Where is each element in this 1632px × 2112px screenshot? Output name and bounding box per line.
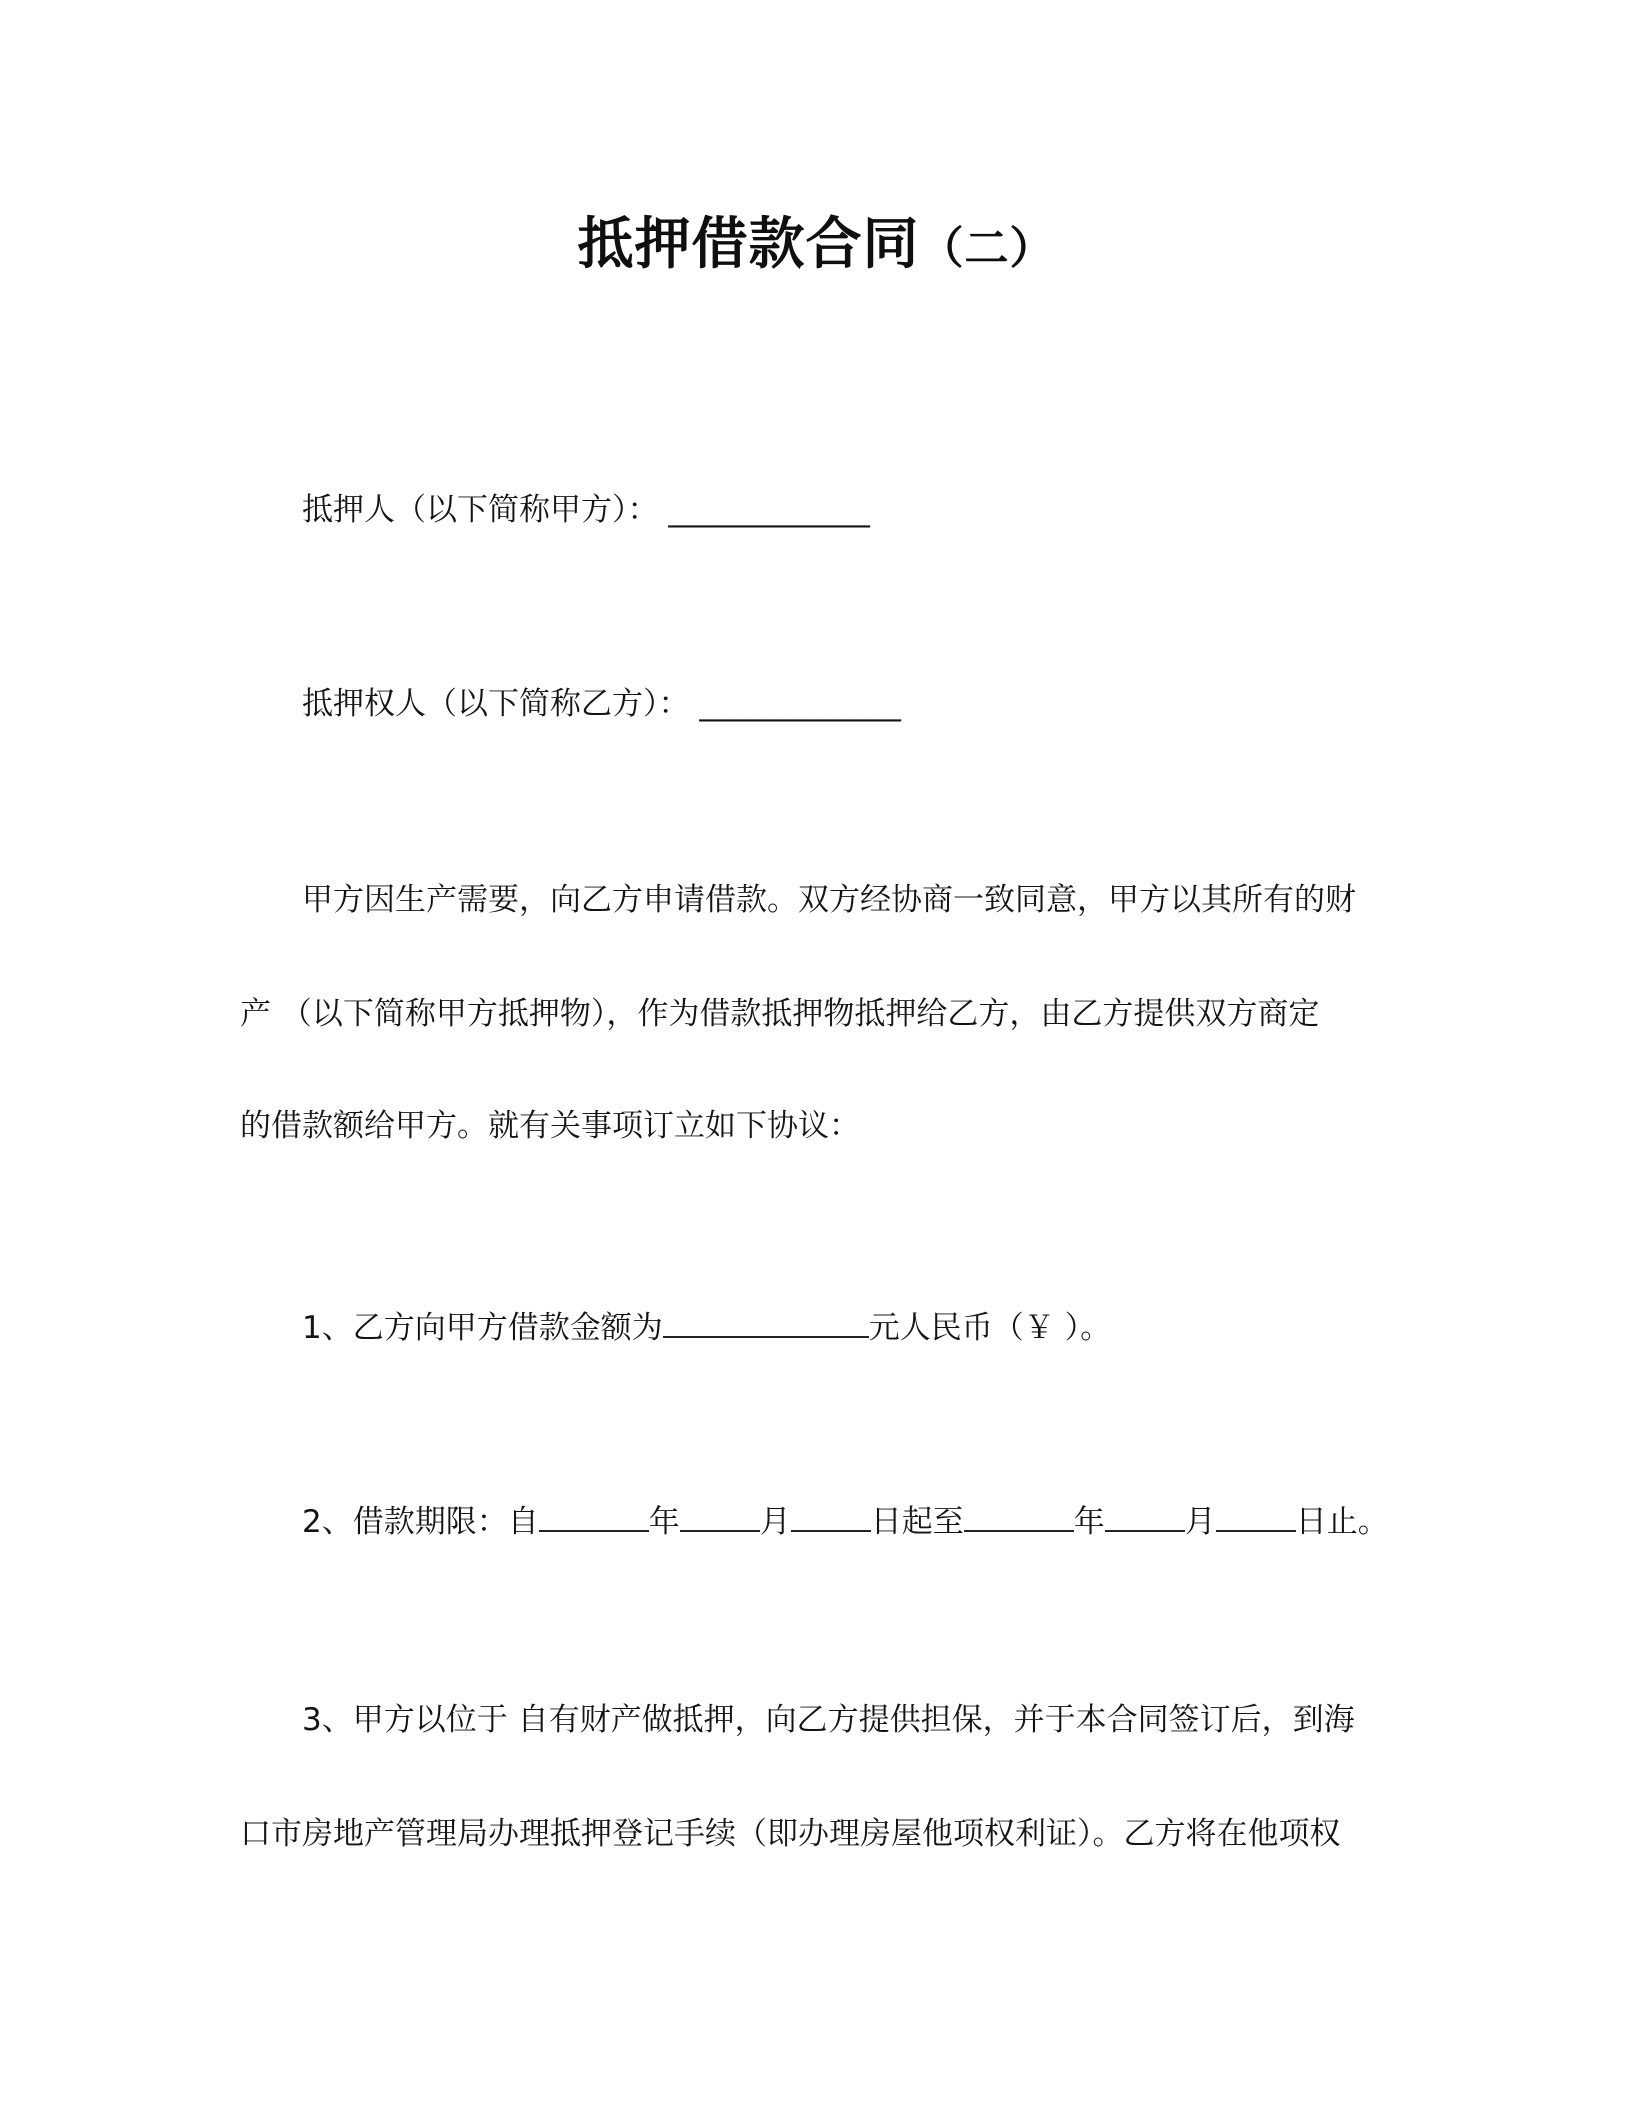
title-suffix: （二） bbox=[919, 223, 1055, 274]
clause-2-year-2: 年 bbox=[1073, 1504, 1105, 1540]
intro-line-3: 的借款额给甲方。就有关事项订立如下协议： bbox=[240, 1108, 860, 1144]
end-day-blank bbox=[1216, 1502, 1296, 1532]
clause-2-month-2: 月 bbox=[1184, 1504, 1216, 1540]
start-month-blank bbox=[680, 1502, 760, 1532]
clause-1-suffix: 元人民币（￥ ）。 bbox=[868, 1310, 1112, 1346]
clause-3-line-1: 3、甲方以位于 自有财产做抵押，向乙方提供担保，并于本合同签订后，到海 bbox=[302, 1702, 1355, 1738]
start-day-blank bbox=[791, 1502, 871, 1532]
intro-line-2: 产 （以下简称甲方抵押物），作为借款抵押物抵押给乙方，由乙方提供双方商定 bbox=[240, 996, 1320, 1032]
clause-3-line-2: 口市房地产管理局办理抵押登记手续（即办理房屋他项权利证）。乙方将在他项权 bbox=[240, 1816, 1341, 1852]
clause-2-prefix: 2、借款期限：自 bbox=[302, 1504, 539, 1540]
party-b-line bbox=[302, 684, 901, 724]
end-year-blank bbox=[964, 1502, 1074, 1532]
clause-2 bbox=[302, 1502, 1389, 1542]
party-b-blank: _____________ bbox=[699, 686, 901, 722]
clause-1 bbox=[302, 1308, 1111, 1348]
clause-1-prefix: 1、乙方向甲方借款金额为 bbox=[302, 1310, 663, 1346]
clause-2-year-1: 年 bbox=[648, 1504, 680, 1540]
clause-2-day-1: 日起至 bbox=[870, 1504, 964, 1540]
party-a-blank: _____________ bbox=[668, 492, 870, 528]
intro-line-1: 甲方因生产需要，向乙方申请借款。双方经协商一致同意，甲方以其所有的财 bbox=[302, 882, 1356, 918]
party-b-label: 抵押权人（以下简称乙方）： bbox=[302, 686, 690, 722]
start-year-blank bbox=[539, 1502, 649, 1532]
party-a-line bbox=[302, 490, 870, 530]
party-a-label: 抵押人（以下简称甲方）： bbox=[302, 492, 659, 528]
clause-2-month-1: 月 bbox=[759, 1504, 791, 1540]
end-month-blank bbox=[1105, 1502, 1185, 1532]
title-main: 抵押借款合同 bbox=[577, 212, 920, 277]
document-title bbox=[0, 200, 1632, 280]
amount-blank bbox=[663, 1308, 869, 1338]
clause-2-day-2: 日止。 bbox=[1295, 1504, 1389, 1540]
